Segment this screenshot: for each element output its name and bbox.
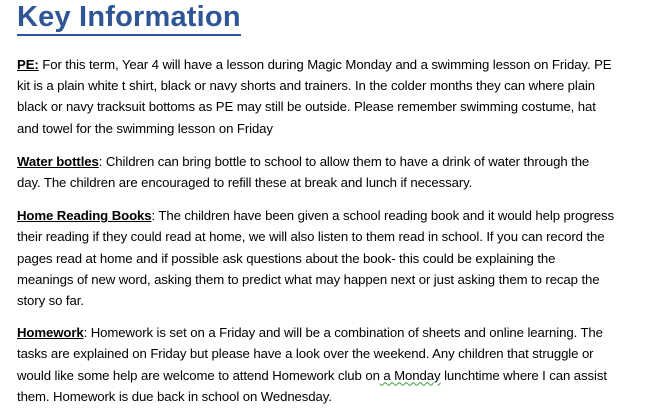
homework-text-before: : Homework is set on a Friday and will be a combination of sheets and online learning. The tasks are explained on Friday but please have a look over the weekend. Any children that struggle or would like some help are welcome to attend Homework club on (17, 325, 603, 383)
home-reading-text: : The children have been given a school reading book and it would help progress their reading if they could read at home, we will also listen to them read in school. If you can record the pages read at home and if possible ask questions about the book- this could be explaining the meanings of new word, asking them to predict what may happen next or just asking them to recap the story so far. (17, 208, 615, 309)
homework-heading: Homework (17, 325, 84, 341)
pe-heading: PE: (17, 57, 39, 72)
water-bottles-paragraph (17, 151, 615, 193)
grammar-flag: a Monday (379, 367, 441, 383)
pe-paragraph (17, 54, 615, 139)
water-bottles-text: : Children can bring bottle to school to allow them to have a drink of water through the day. The children are encouraged to refill these at break and lunch if necessary. (17, 153, 590, 191)
homework-paragraph (17, 322, 615, 407)
home-reading-paragraph (17, 205, 615, 311)
page-title: Key Information (17, 0, 241, 36)
pe-text: For this term, Year 4 will have a lesson during Magic Monday and a swimming lesson on Friday. PE kit is a plain white t shirt, black or navy shorts and trainers. In the colder months they can where plain black or navy tracksuit bottoms as PE may still be outside. Please remember swimming costume, hat and towel for the swimming lesson on Friday (17, 57, 612, 136)
water-bottles-heading: Water bottles (17, 153, 99, 169)
home-reading-heading: Home Reading Books (17, 208, 152, 224)
homework-text-after: lunchtime where I can assist them. Homework is due back in school on Wednesday. (17, 367, 607, 404)
